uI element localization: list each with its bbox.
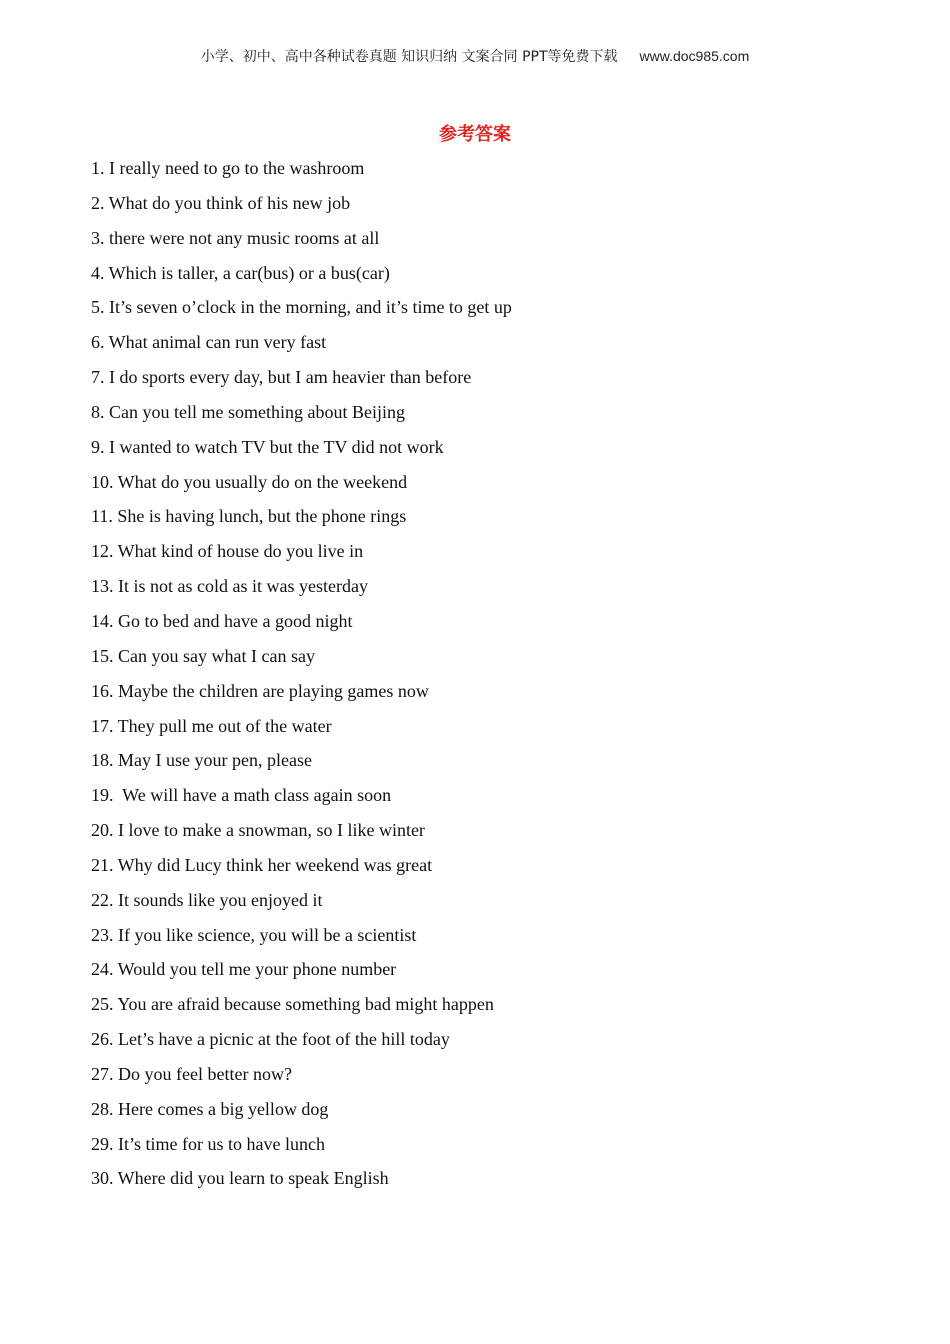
answer-item: 10. What do you usually do on the weekend [91,471,408,492]
answer-item: 19. We will have a math class again soon [91,785,392,806]
answer-item: 9. I wanted to watch TV but the TV did not work [91,436,444,457]
answer-item: 3. there were not any music rooms at all [91,227,380,248]
answer-item: 6. What animal can run very fast [91,332,327,353]
answer-item: 12. What kind of house do you live in [91,541,364,562]
page-title: 参考答案 [439,124,511,145]
answer-item: 30. Where did you learn to speak English [91,1168,389,1189]
answer-item: 15. Can you say what I can say [91,645,315,666]
answer-item: 16. Maybe the children are playing games now [91,680,429,701]
header-text: 小学、初中、高中各种试卷真题 知识归纳 文案合同 PPT等免费下载 [200,49,618,65]
answer-item: 13. It is not as cold as it was yesterday [91,576,368,597]
page-header [0,46,950,66]
answer-item: 8. Can you tell me something about Beijing [91,401,405,422]
answer-item: 20. I love to make a snowman, so I like winter [91,820,425,841]
answer-item: 11. She is having lunch, but the phone rings [91,506,407,527]
answer-item: 28. Here comes a big yellow dog [91,1098,329,1119]
answer-item: 25. You are afraid because something bad might happen [91,994,494,1015]
answer-item: 5. It’s seven o’clock in the morning, and it’s time to get up [91,297,512,318]
answer-item: 21. Why did Lucy think her weekend was great [91,854,433,875]
answer-item: 7. I do sports every day, but I am heavier than before [91,367,472,388]
answer-item: 14. Go to bed and have a good night [91,610,353,631]
answer-item: 26. Let’s have a picnic at the foot of the hill today [91,1029,450,1050]
answer-list [91,153,512,1198]
answer-item: 27. Do you feel better now? [91,1063,292,1084]
answer-item: 4. Which is taller, a car(bus) or a bus(car) [91,262,390,283]
answer-item: 1. I really need to go to the washroom [91,158,365,178]
answer-item: 22. It sounds like you enjoyed it [91,889,323,910]
answer-item: 24. Would you tell me your phone number [91,959,397,980]
answer-item: 18. May I use your pen, please [91,750,312,771]
answer-item: 17. They pull me out of the water [91,715,332,736]
answer-item: 2. What do you think of his new job [91,192,351,213]
answer-item: 29. It’s time for us to have lunch [91,1133,325,1154]
header-site: www.doc985.com [639,48,750,64]
answer-item: 23. If you like science, you will be a scientist [91,924,417,945]
